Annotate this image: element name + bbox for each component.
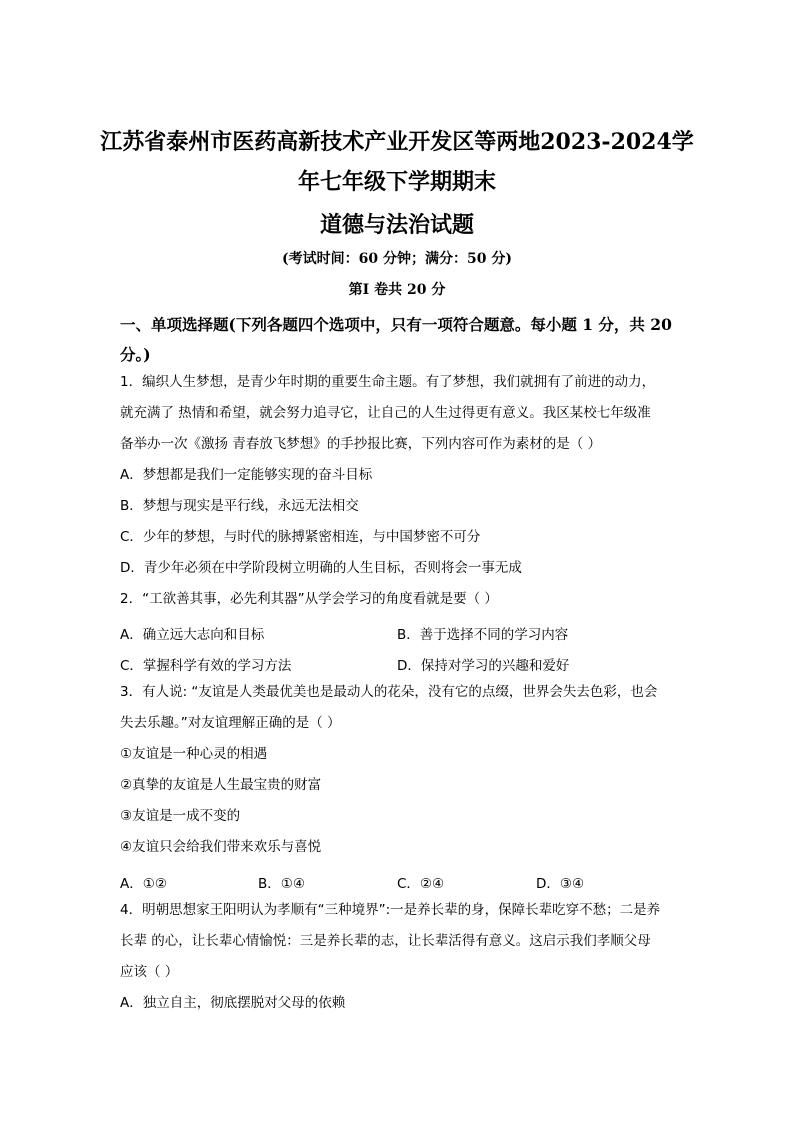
q3-stem-line1: 3．有人说: “友谊是人类最优美也是最动人的花朵，没有它的点缀，世界会失去色彩，也会 xyxy=(120,684,658,700)
q1-option-d: D．青少年必须在中学阶段树立明确的人生目标，否则将会一事无成 xyxy=(120,560,522,576)
q3-statement-4: ④友谊只会给我们带来欢乐与喜悦 xyxy=(120,839,322,855)
q1-stem-line3: 备举办一次《激扬 青春放飞梦想》的手抄报比赛，下列内容可作为素材的是（ ） xyxy=(120,436,602,452)
q3-option-d: D．③④ xyxy=(536,876,585,892)
q4-stem-line1: 4．明朝思想家王阳明认为孝顺有“三种境界”:一是养长辈的身，保障长辈吃穿不愁；二是养 xyxy=(120,902,661,918)
q4-stem-line2: 长辈 的心，让长辈心情愉悦：三是养长辈的志，让长辈活得有意义。这启示我们孝顺父母 xyxy=(120,933,651,949)
q4-stem-line3: 应该（ ） xyxy=(120,964,179,980)
q1-stem-line1: 1．编织人生梦想，是青少年时期的重要生命主题。有了梦想，我们就拥有了前进的动力， xyxy=(120,374,656,390)
q3-statement-1: ①友谊是一种心灵的相遇 xyxy=(120,746,268,762)
q2-stem: 2．“工欲善其事，必先利其器”从学会学习的角度看就是要（ ） xyxy=(120,591,498,607)
q4-option-a: A．独立自主，彻底摆脱对父母的依赖 xyxy=(120,995,346,1011)
q1-option-a: A．梦想都是我们一定能够实现的奋斗目标 xyxy=(120,467,373,483)
q2-option-a: A．确立远大志向和目标 xyxy=(120,627,265,643)
q2-option-c: C．掌握科学有效的学习方法 xyxy=(120,658,292,674)
q3-stem-line2: 失去乐趣。”对友谊理解正确的是（ ） xyxy=(120,715,341,731)
exam-title-line1: 江苏省泰州市医药高新技术产业开发区等两地2023-2024学 xyxy=(100,129,694,155)
exam-title-line2: 年七年级下学期期末 xyxy=(297,169,496,195)
q3-option-c: C．②④ xyxy=(397,876,445,892)
part-title: 第Ⅰ 卷共 20 分 xyxy=(348,282,446,298)
q3-statement-3: ③友谊是一成不变的 xyxy=(120,808,241,824)
q3-option-a: A．①② xyxy=(120,876,167,892)
section-heading-line2: 分。) xyxy=(120,345,151,364)
exam-info: (考试时间：60 分钟；满分：50 分) xyxy=(282,251,512,267)
q3-option-b: B．①④ xyxy=(258,876,305,892)
q2-option-d: D．保持对学习的兴趣和爱好 xyxy=(397,658,570,674)
q1-option-b: B．梦想与现实是平行线，永远无法相交 xyxy=(120,498,359,514)
q2-option-b: B．善于选择不同的学习内容 xyxy=(397,627,569,643)
exam-subject-title: 道德与法治试题 xyxy=(319,212,474,238)
q3-statement-2: ②真挚的友谊是人生最宝贵的财富 xyxy=(120,777,322,793)
q1-stem-line2: 就充满了 热情和希望，就会努力追寻它，让自己的人生过得更有意义。我区某校七年级准 xyxy=(120,405,651,421)
section-heading-line1: 一、单项选择题(下列各题四个选项中，只有一项符合题意。每小题 1 分，共 20 xyxy=(120,315,672,334)
q1-option-c: C．少年的梦想，与时代的脉搏紧密相连，与中国梦密不可分 xyxy=(120,529,481,545)
